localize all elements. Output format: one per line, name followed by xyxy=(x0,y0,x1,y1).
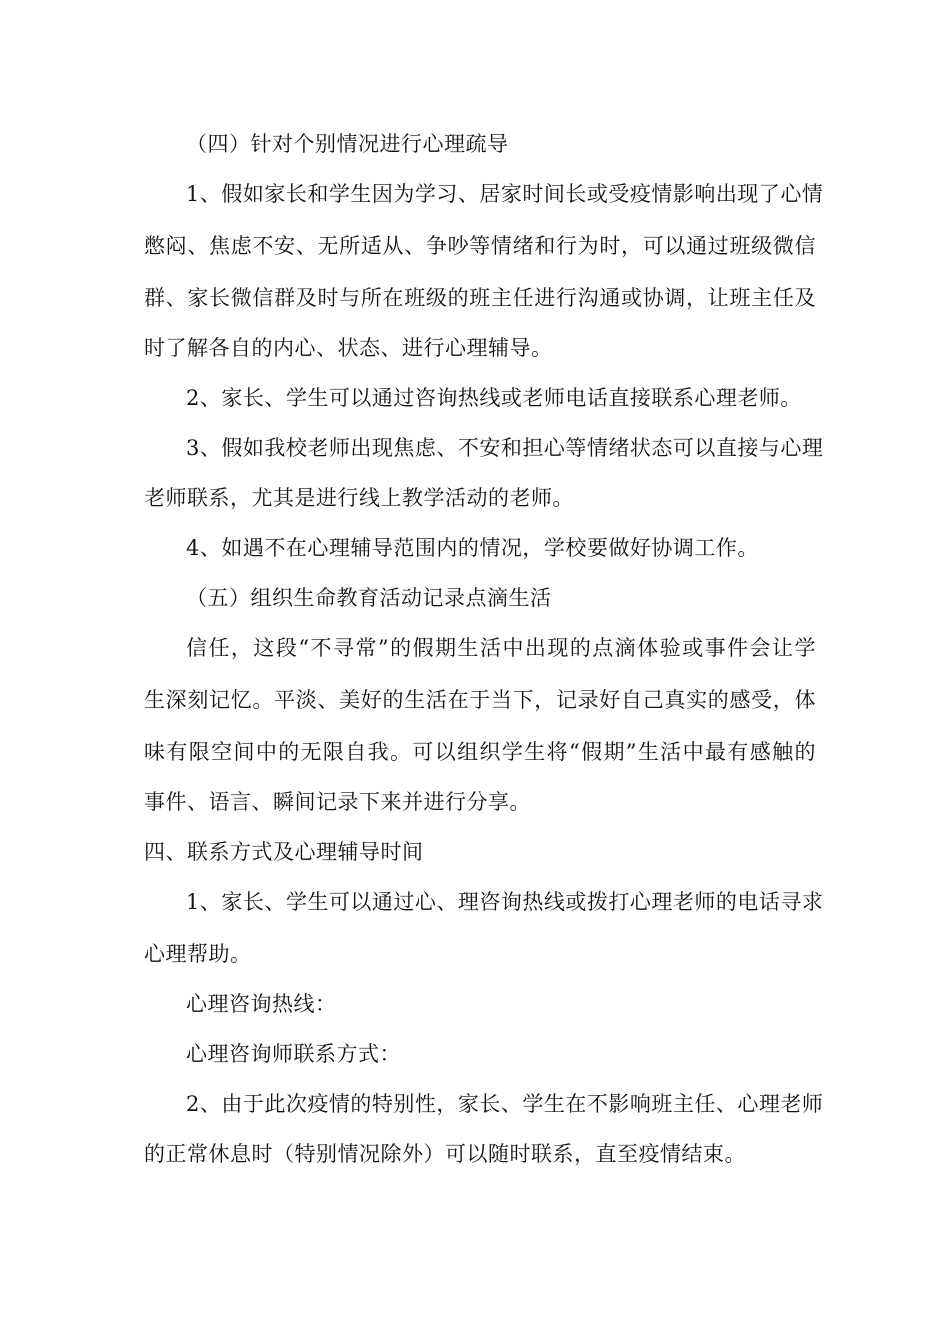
paragraph-line: 生深刻记忆。平淡、美好的生活在于当下，记录好自己真实的感受，体 xyxy=(144,688,816,712)
section-heading-5: （五）组织生命教育活动记录点滴生活 xyxy=(186,586,552,610)
paragraph-line: 2、家长、学生可以通过咨询热线或老师电话直接联系心理老师。 xyxy=(186,386,802,410)
paragraph-line: 群、家长微信群及时与所在班级的班主任进行沟通或协调，让班主任及 xyxy=(144,286,816,310)
paragraph-line: 4、如遇不在心理辅导范围内的情况，学校要做好协调工作。 xyxy=(186,536,759,560)
section-heading-4: （四）针对个别情况进行心理疏导 xyxy=(186,132,509,156)
paragraph-line: 老师联系，尤其是进行线上教学活动的老师。 xyxy=(144,486,574,510)
paragraph-line: 时了解各自的内心、状态、进行心理辅导。 xyxy=(144,336,553,360)
chapter-heading-4: 四、联系方式及心理辅导时间 xyxy=(144,840,424,864)
paragraph-line: 3、假如我校老师出现焦虑、不安和担心等情绪状态可以直接与心理 xyxy=(186,436,824,460)
paragraph-line: 2、由于此次疫情的特别性，家长、学生在不影响班主任、心理老师 xyxy=(186,1092,824,1116)
paragraph-line: 1、假如家长和学生因为学习、居家时间长或受疫情影响出现了心情 xyxy=(186,182,824,206)
paragraph-line: 的正常休息时（特别情况除外）可以随时联系，直至疫情结束。 xyxy=(144,1142,746,1166)
paragraph-line: 信任，这段“不寻常”的假期生活中出现的点滴体验或事件会让学 xyxy=(186,636,816,660)
paragraph-line: 味有限空间中的无限自我。可以组织学生将“假期”生活中最有感触的 xyxy=(144,740,816,764)
paragraph-line: 心理帮助。 xyxy=(144,942,252,966)
paragraph-line: 事件、语言、瞬间记录下来并进行分享。 xyxy=(144,790,531,814)
counselor-contact-label: 心理咨询师联系方式： xyxy=(186,1042,401,1066)
hotline-label: 心理咨询热线： xyxy=(186,992,337,1016)
paragraph-line: 1、家长、学生可以通过心、理咨询热线或拨打心理老师的电话寻求 xyxy=(186,890,824,914)
paragraph-line: 憋闷、焦虑不安、无所适从、争吵等情绪和行为时，可以通过班级微信 xyxy=(144,234,816,258)
